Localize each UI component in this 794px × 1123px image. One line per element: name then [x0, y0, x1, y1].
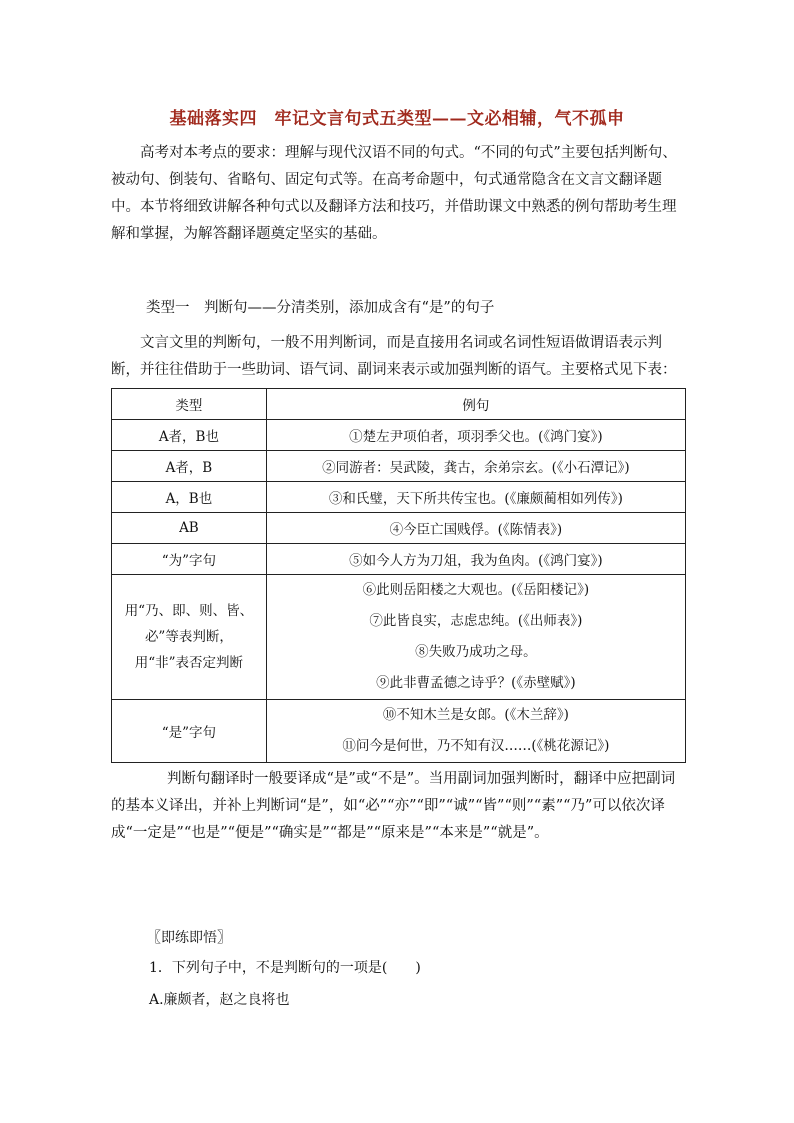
type-cell: A者，B: [112, 451, 267, 482]
table-header-type: 类型: [112, 389, 267, 420]
type-cell: “是”字句: [112, 700, 267, 763]
example-line: ⑩不知木兰是女郎。(《木兰辞》): [382, 707, 569, 723]
question-1: 1．下列句子中，不是判断句的一项是( ): [149, 960, 421, 976]
example-line: ⑥此则岳阳楼之大观也。(《岳阳楼记》): [362, 582, 590, 598]
example-cell: ④今臣亡国贱俘。(《陈情表》): [266, 513, 685, 544]
type-cell: AB: [112, 513, 267, 544]
type-cell: 用“乃、即、则、皆、必”等表判断，用“非”表否定判断: [112, 575, 267, 700]
type-cell: A，B也: [112, 482, 267, 513]
intro-paragraph: 高考对本考点的要求：理解与现代汉语不同的句式。“不同的句式”主要包括判断句、被动句、倒装句、省略句、固定句式等。在高考命题中，句式通常隐含在文言文翻译题中。本节将细致讲解各种句式以及翻译方法和技巧，并借助课文中熟悉的例句帮助考生理解和掌握，为解答翻译题奠定坚实的基础。: [111, 145, 677, 242]
example-cell: ①楚左尹项伯者，项羽季父也。(《鸿门宴》): [266, 420, 685, 451]
table-row: [112, 420, 686, 451]
example-cell: [266, 575, 685, 700]
example-cell: ⑤如今人方为刀俎，我为鱼肉。(《鸿门宴》): [266, 544, 685, 575]
example-line: ⑨此非曹孟德之诗乎？(《赤壁赋》): [376, 675, 576, 691]
translation-note: 判断句翻译时一般要译成“是”或“不是”。当用副词加强判断时，翻译中应把副词的基本义译出，并补上判断词“是”，如“必”“亦”“即”“诚”“皆”“则”“素”“乃”可以依次译成“一定是”“也是”“便是”“确实是”“都是”“原来是”“本来是”“就是”。: [111, 771, 676, 841]
table-row: [112, 482, 686, 513]
table-row: [112, 700, 686, 763]
example-line: ⑧失败乃成功之母。: [415, 644, 537, 660]
type-cell: A者，B也: [112, 420, 267, 451]
table-header-row: [112, 389, 686, 420]
table-row: [112, 451, 686, 482]
table-row: [112, 575, 686, 700]
table-header-example: 例句: [266, 389, 685, 420]
type-cell: “为”字句: [112, 544, 267, 575]
judgment-sentence-table: [111, 388, 686, 763]
section-intro-paragraph: 文言文里的判断句，一般不用判断词，而是直接用名词或名词性短语做谓语表示判断，并往往借助于一些助词、语气词、副词来表示或加强判断的语气。主要格式见下表：: [111, 335, 677, 378]
example-cell: [266, 700, 685, 763]
example-cell: ③和氏璧，天下所共传宝也。(《廉颇蔺相如列传》): [266, 482, 685, 513]
page-title: 基础落实四 牢记文言句式五类型——文必相辅，气不孤申: [169, 109, 625, 129]
table-row: [112, 513, 686, 544]
example-line: ⑪问今是何世，乃不知有汉……(《桃花源记》): [342, 738, 610, 754]
drill-title: 〖即练即悟〗: [147, 930, 231, 946]
table-row: [112, 544, 686, 575]
example-cell: ②同游者：吴武陵，龚古，余弟宗玄。(《小石潭记》): [266, 451, 685, 482]
example-line: ⑦此皆良实，志虑忠纯。(《出师表》): [369, 613, 583, 629]
section-heading: 类型一 判断句——分清类别，添加成含有“是”的句子: [146, 300, 495, 316]
question-1-option-a: A.廉颇者，赵之良将也: [149, 992, 290, 1008]
